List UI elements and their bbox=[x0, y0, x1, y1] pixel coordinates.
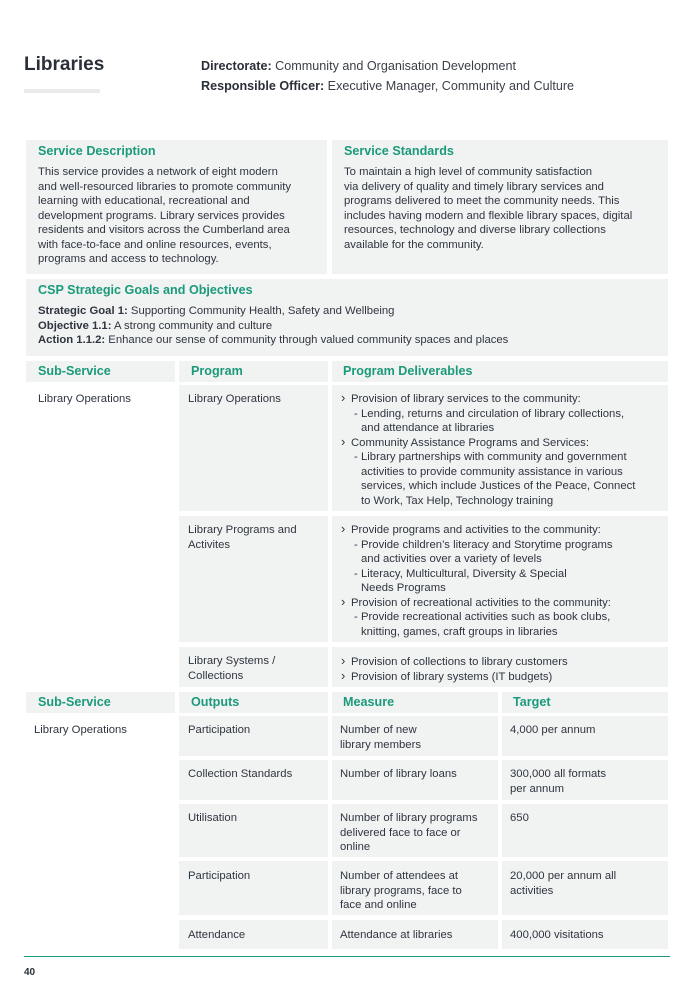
directorate-value: Community and Organisation Development bbox=[271, 59, 516, 73]
text-line: includes having modern and flexible library spaces, digital bbox=[344, 209, 633, 222]
program-table-header-subservice: Sub-Service bbox=[26, 361, 175, 382]
measure-cell bbox=[332, 920, 498, 949]
officer-label: Responsible Officer: bbox=[201, 79, 325, 93]
text-line: programs delivered to meet the community needs. This bbox=[344, 195, 620, 207]
deliverable-text: › Provision of library services to the community: bbox=[351, 393, 581, 405]
officer-line bbox=[201, 76, 574, 96]
deliverable-subitem bbox=[351, 450, 668, 508]
deliverable-subitem bbox=[351, 538, 668, 567]
strategic-goal-label: Strategic Goal 1: bbox=[38, 305, 128, 317]
program-name-line: Activites bbox=[188, 538, 231, 551]
strategic-goal-value: Supporting Community Health, Safety and Wellbeing bbox=[127, 305, 395, 317]
deliverable-text: › Provision of recreational activities to the community: bbox=[351, 596, 611, 609]
csp-heading: CSP Strategic Goals and Objectives bbox=[38, 283, 253, 297]
deliverable-item bbox=[341, 670, 668, 685]
subitem-line: services, which include Justices of the Peace, Connect bbox=[361, 480, 636, 492]
target-cell bbox=[502, 760, 668, 800]
text-line: resources, technology and diverse library collections bbox=[344, 224, 606, 236]
measure-cell bbox=[332, 760, 498, 800]
outputs-table-header-target: Target bbox=[502, 692, 668, 713]
target-line: 300,000 all formats bbox=[510, 768, 607, 780]
deliverable-text: › Provision of collections to library customers bbox=[351, 656, 568, 668]
outputs-table-header-outputs: Outputs bbox=[179, 692, 328, 713]
action-label: Action 1.1.2: bbox=[38, 334, 106, 346]
subitem-line: activities to provide community assistance in various bbox=[361, 465, 623, 478]
program-cell bbox=[179, 516, 328, 642]
target-cell bbox=[502, 804, 668, 857]
measure-line: Number of library programs bbox=[340, 812, 478, 824]
deliverables-list bbox=[341, 523, 668, 639]
program-name bbox=[179, 385, 328, 407]
service-description-box bbox=[26, 140, 327, 274]
measure-line: Attendance at libraries bbox=[340, 929, 453, 941]
objective-value: A strong community and culture bbox=[111, 319, 273, 332]
text-line: development programs. Library services provides bbox=[38, 209, 285, 222]
deliverables-list bbox=[341, 655, 668, 684]
program-table-header-program: Program bbox=[179, 361, 328, 382]
page-number: 40 bbox=[24, 967, 36, 978]
deliverables-cell bbox=[332, 516, 668, 642]
deliverable-sublist bbox=[351, 610, 668, 639]
measure-line: library members bbox=[340, 738, 421, 751]
subitem-line: Needs Programs bbox=[361, 582, 446, 594]
output-cell: Attendance bbox=[179, 920, 328, 949]
objective-label: Objective 1.1: bbox=[38, 319, 112, 332]
deliverable-subitem bbox=[351, 407, 668, 436]
footer-rule bbox=[24, 956, 670, 957]
measure-line: Number of new bbox=[340, 724, 417, 736]
target-cell bbox=[502, 716, 668, 756]
measure-line: Number of attendees at bbox=[340, 870, 459, 882]
target-line: 4,000 per annum bbox=[510, 724, 596, 736]
text-line: with face-to-face and online resources, events, bbox=[38, 238, 272, 251]
measure-cell bbox=[332, 716, 498, 756]
service-standards-box bbox=[332, 140, 668, 274]
page-title: Libraries bbox=[24, 54, 105, 75]
deliverables-list bbox=[341, 392, 668, 508]
officer-value: Executive Manager, Community and Culture bbox=[324, 79, 575, 93]
strategic-goal-line bbox=[38, 304, 656, 319]
action-line bbox=[38, 333, 656, 348]
subitem-line: and activities over a variety of levels bbox=[361, 553, 542, 565]
text-line: programs and access to technology. bbox=[38, 253, 219, 265]
header-meta bbox=[201, 56, 574, 96]
deliverable-item bbox=[341, 523, 668, 596]
text-line: and well-resourced libraries to promote community bbox=[38, 180, 292, 193]
outputs-table-header-measure: Measure bbox=[332, 692, 498, 713]
text-line: via delivery of quality and timely library services and bbox=[344, 180, 604, 193]
deliverables-cell bbox=[332, 647, 668, 687]
measure-cell bbox=[332, 804, 498, 857]
service-standards-text bbox=[344, 165, 656, 252]
program-name bbox=[179, 647, 328, 683]
text-line: learning with educational, recreational and bbox=[38, 195, 250, 207]
text-line: To maintain a high level of community satisfaction bbox=[344, 166, 593, 178]
program-cell bbox=[179, 385, 328, 511]
deliverable-item bbox=[341, 392, 668, 436]
deliverable-sublist bbox=[351, 450, 668, 508]
program-cell bbox=[179, 647, 328, 687]
measure-line: delivered face to face or bbox=[340, 826, 461, 839]
csp-box bbox=[26, 279, 668, 356]
service-description-text bbox=[38, 165, 315, 267]
measure-line: online bbox=[340, 841, 371, 853]
program-table-header-deliverables: Program Deliverables bbox=[332, 361, 668, 382]
subitem-line: knitting, games, craft groups in libraries bbox=[361, 625, 558, 638]
target-line: 650 bbox=[510, 812, 529, 824]
target-line: 400,000 visitations bbox=[510, 929, 604, 941]
subitem-line: to Work, Tax Help, Technology training bbox=[361, 494, 554, 507]
deliverable-text: › Provide programs and activities to the community: bbox=[351, 524, 601, 536]
measure-line: library programs, face to bbox=[340, 884, 462, 897]
subitem-line: and attendance at libraries bbox=[361, 422, 495, 434]
deliverable-text: › Community Assistance Programs and Services: bbox=[351, 436, 589, 449]
subitem-line: - Literacy, Multicultural, Diversity & Special bbox=[361, 567, 567, 580]
action-value: Enhance our sense of community through valued community spaces and places bbox=[105, 334, 509, 346]
measure-cell bbox=[332, 861, 498, 915]
target-cell bbox=[502, 920, 668, 949]
deliverable-text: › Provision of library systems (IT budgets) bbox=[351, 670, 553, 683]
program-name-line: Library Operations bbox=[188, 393, 281, 405]
deliverable-item bbox=[341, 436, 668, 509]
deliverable-subitem bbox=[351, 567, 668, 596]
deliverable-sublist bbox=[351, 407, 668, 436]
target-line: activities bbox=[510, 884, 554, 897]
measure-line: face and online bbox=[340, 899, 417, 911]
measure-line: Number of library loans bbox=[340, 768, 457, 780]
title-underline bbox=[24, 89, 100, 93]
service-standards-heading: Service Standards bbox=[344, 144, 454, 158]
target-line: 20,000 per annum all bbox=[510, 870, 617, 882]
objective-line bbox=[38, 319, 656, 334]
target-cell bbox=[502, 861, 668, 915]
program-name bbox=[179, 516, 328, 552]
subitem-line: - Provide recreational activities such as book clubs, bbox=[361, 611, 611, 623]
output-cell: Collection Standards bbox=[179, 760, 328, 800]
text-line: residents and visitors across the Cumberland area bbox=[38, 224, 290, 236]
program-name-line: Library Systems / bbox=[188, 655, 276, 667]
subitem-line: - Library partnerships with community and government bbox=[361, 451, 627, 463]
subitem-line: - Provide children’s literacy and Storytime programs bbox=[361, 538, 613, 551]
directorate-line bbox=[201, 56, 574, 76]
deliverable-item bbox=[341, 596, 668, 640]
directorate-label: Directorate: bbox=[201, 59, 272, 73]
outputs-table-header-subservice: Sub-Service bbox=[26, 692, 175, 713]
subitem-line: - Lending, returns and circulation of library collections, bbox=[361, 407, 625, 420]
outputs-table-subservice: Library Operations bbox=[34, 724, 127, 736]
program-name-line: Collections bbox=[188, 669, 244, 682]
deliverables-cell bbox=[332, 385, 668, 511]
output-cell: Participation bbox=[179, 861, 328, 915]
text-line: This service provides a network of eight modern bbox=[38, 166, 278, 178]
deliverable-subitem bbox=[351, 610, 668, 639]
output-cell: Utilisation bbox=[179, 804, 328, 857]
csp-text bbox=[38, 304, 656, 348]
output-cell: Participation bbox=[179, 716, 328, 756]
program-table-subservice: Library Operations bbox=[38, 393, 131, 405]
deliverable-sublist bbox=[351, 538, 668, 596]
text-line: available for the community. bbox=[344, 238, 484, 251]
program-name-line: Library Programs and bbox=[188, 524, 297, 536]
service-description-heading: Service Description bbox=[38, 144, 156, 158]
deliverable-item bbox=[341, 655, 668, 670]
target-line: per annum bbox=[510, 782, 565, 795]
